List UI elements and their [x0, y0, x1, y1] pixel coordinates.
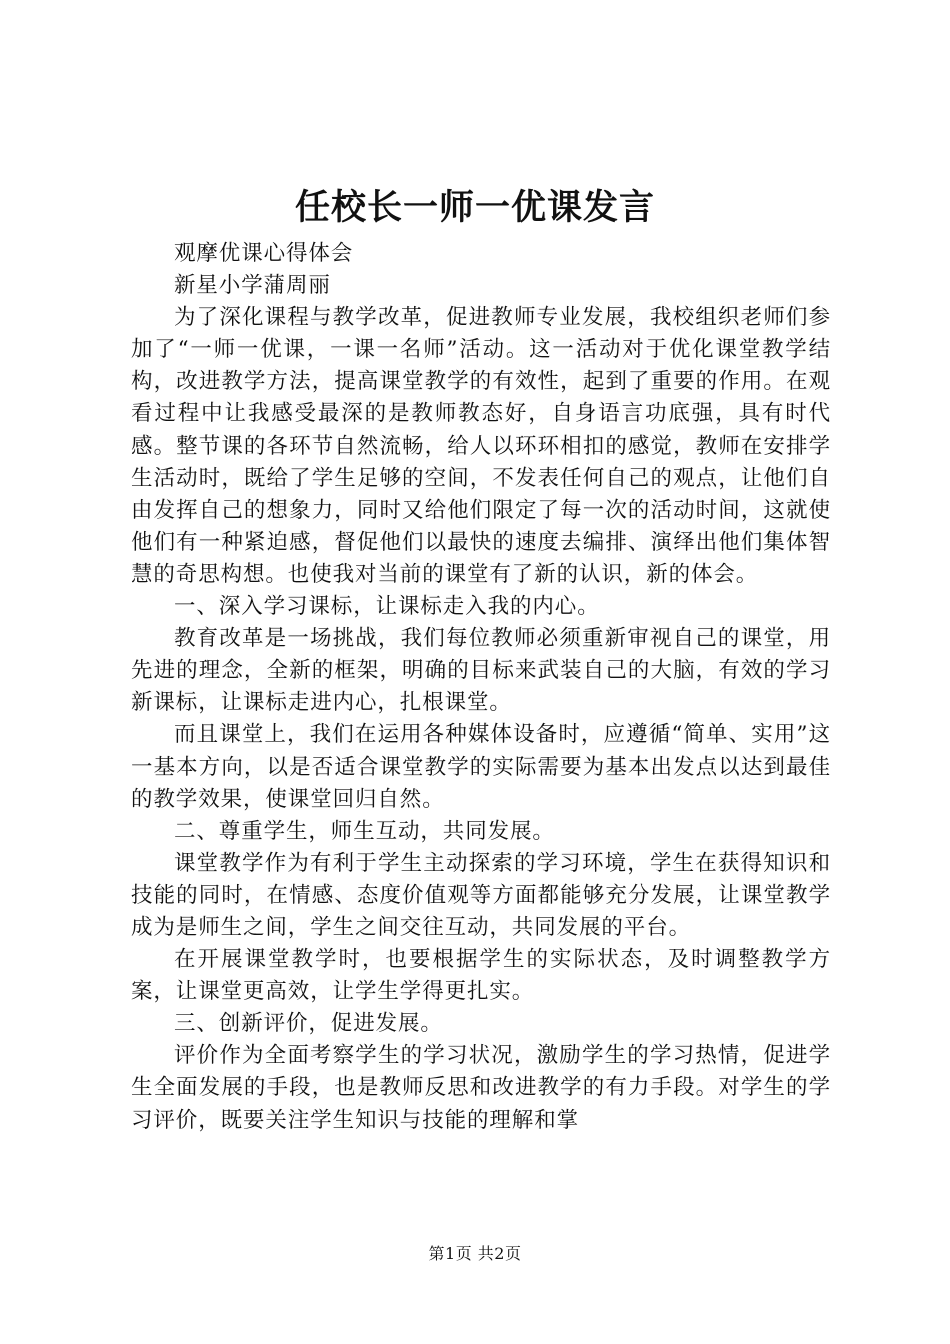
- section-heading: 三、创新评价，促进发展。: [174, 1011, 443, 1037]
- body-paragraph: 教育改革是一场挑战，我们每位教师必须重新审视自己的课堂，用先进的理念，全新的框架，明确的目标来武装自己的大脑，有效的学习新课标，让课标走进内心，扎根课堂。: [131, 626, 831, 716]
- page-footer: 第1页 共2页: [428, 1244, 522, 1263]
- document-title: 任校长一师一优课发言: [294, 188, 655, 228]
- body-paragraph: 为了深化课程与教学改革，促进教师专业发展，我校组织老师们参加了“一师一优课，一课一名师”活动。这一活动对于优化课堂教学结构，改进教学方法，提高课堂教学的有效性，起到了重要的作用。在观看过程中让我感受最深的是教师教态好，自身语言功底强，具有时代感。整节课的各环节自然流畅，给人以环环相扣的感觉，教师在安排学生活动时，既给了学生足够的空间，不发表任何自己的观点，让他们自由发挥自己的想象力，同时又给他们限定了每一次的活动时间，这就使他们有一种紧迫感，督促他们以最快的速度去编排、演绎出他们集体智慧的奇思构想。也使我对当前的课堂有了新的认识，新的体会。: [131, 305, 831, 587]
- section-heading: 二、尊重学生，师生互动，共同发展。: [174, 818, 555, 844]
- subtitle-paragraph: 观摩优课心得体会: [174, 241, 354, 266]
- section-heading: 一、深入学习课标，让课标走入我的内心。: [174, 594, 600, 620]
- author-paragraph: 新星小学蒲周丽: [174, 273, 331, 299]
- body-paragraph: 在开展课堂教学时，也要根据学生的实际状态，及时调整教学方案，让课堂更高效，让学生学得更扎实。: [131, 947, 831, 1005]
- body-paragraph: 课堂教学作为有利于学生主动探索的学习环境，学生在获得知识和技能的同时，在情感、态度价值观等方面都能够充分发展，让课堂教学成为是师生之间，学生之间交往互动，共同发展的平台。: [131, 850, 831, 940]
- body-paragraph: 而且课堂上，我们在运用各种媒体设备时，应遵循“简单、实用”这一基本方向，以是否适合课堂教学的实际需要为基本出发点以达到最佳的教学效果，使课堂回归自然。: [131, 722, 831, 812]
- body-paragraph: 评价作为全面考察学生的学习状况，激励学生的学习热情，促进学生全面发展的手段，也是教师反思和改进教学的有力手段。对学生的学习评价，既要关注学生知识与技能的理解和掌: [131, 1043, 831, 1133]
- document-body: [131, 238, 831, 1137]
